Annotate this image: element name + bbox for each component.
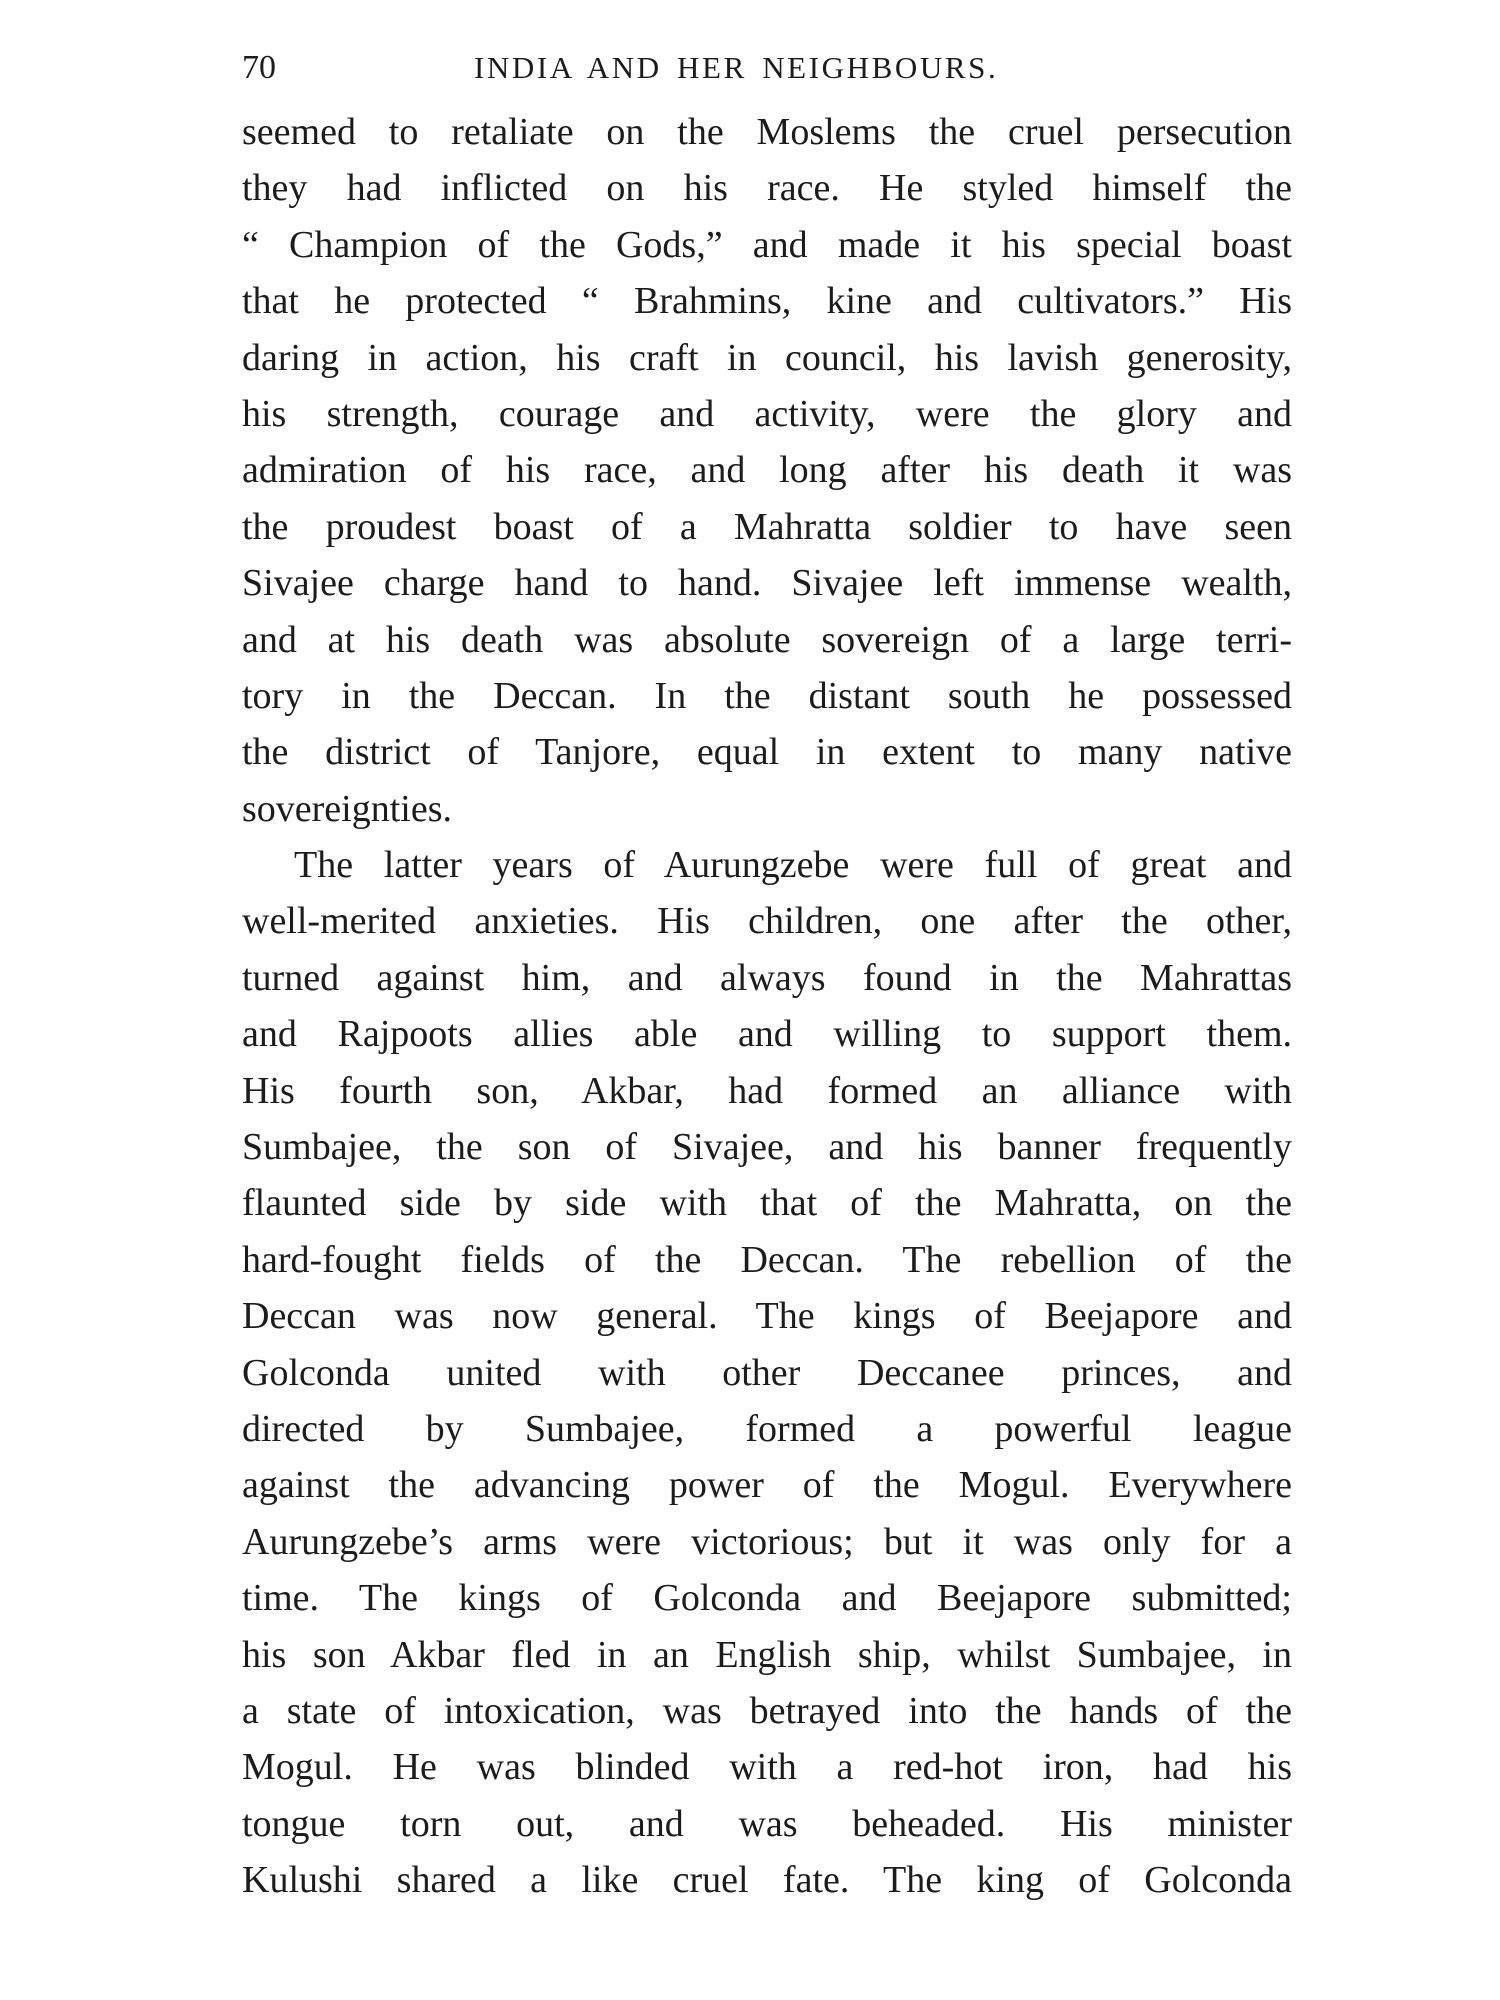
text-line: against the advancing power of the Mogul. Everywhere	[242, 1464, 1292, 1507]
text-line: the proudest boast of a Mahratta soldier to have seen	[242, 505, 1292, 548]
text-line: hard-fought fields of the Deccan. The rebellion of the	[242, 1238, 1292, 1281]
text-line: Golconda united with other Deccanee princes, and	[242, 1351, 1292, 1394]
body-text	[242, 104, 1292, 1909]
text-line: admiration of his race, and long after his death it was	[242, 449, 1292, 492]
text-line: his son Akbar fled in an English ship, whilst Sumbajee, in	[242, 1633, 1292, 1676]
text-line: Aurungzebe’s arms were victorious; but it was only for a	[242, 1520, 1292, 1563]
text-line: Mogul. He was blinded with a red-hot iron, had his	[242, 1746, 1292, 1789]
page-number: 70	[242, 49, 276, 86]
paragraph-1	[242, 104, 1292, 837]
text-line: they had inflicted on his race. He styled himself the	[242, 167, 1292, 210]
text-line: daring in action, his craft in council, his lavish generosity,	[242, 336, 1292, 379]
text-line: The latter years of Aurungzebe were full of great and	[294, 844, 1292, 887]
running-head	[242, 38, 1292, 98]
text-line: seemed to retaliate on the Moslems the cruel persecution	[242, 111, 1292, 153]
text-line: Kulushi shared a like cruel fate. The king of Golconda	[242, 1859, 1292, 1902]
text-line: that he protected “ Brahmins, kine and cultivators.” His	[242, 280, 1292, 323]
text-line: Sumbajee, the son of Sivajee, and his banner frequently	[242, 1126, 1292, 1169]
text-line: tongue torn out, and was beheaded. His minister	[242, 1802, 1292, 1845]
text-line: and at his death was absolute sovereign of a large terri-	[242, 618, 1292, 661]
text-line: Sivajee charge hand to hand. Sivajee left immense wealth,	[242, 562, 1292, 605]
text-line: and Rajpoots allies able and willing to support them.	[242, 1013, 1292, 1056]
text-line: His fourth son, Akbar, had formed an alliance with	[242, 1069, 1292, 1112]
text-line: directed by Sumbajee, formed a powerful league	[242, 1407, 1292, 1450]
text-line: the district of Tanjore, equal in extent to many native	[242, 731, 1292, 774]
text-line: his strength, courage and activity, were the glory and	[242, 392, 1292, 435]
text-line: sovereignties.	[242, 787, 453, 830]
text-line: well-merited anxieties. His children, one after the other,	[242, 900, 1292, 943]
text-line: “ Champion of the Gods,” and made it his special boast	[242, 223, 1292, 266]
running-title: INDIA AND HER NEIGHBOURS.	[474, 50, 999, 85]
text-line: Deccan was now general. The kings of Beejapore and	[242, 1295, 1292, 1338]
text-line: turned against him, and always found in the Mahrattas	[242, 956, 1292, 999]
text-line: time. The kings of Golconda and Beejapore submitted;	[242, 1577, 1292, 1620]
text-line: a state of intoxication, was betrayed into the hands of the	[242, 1689, 1292, 1732]
paragraph-2	[242, 837, 1292, 1908]
text-line: tory in the Deccan. In the distant south he possessed	[242, 674, 1292, 717]
text-line: flaunted side by side with that of the Mahratta, on the	[242, 1182, 1292, 1225]
